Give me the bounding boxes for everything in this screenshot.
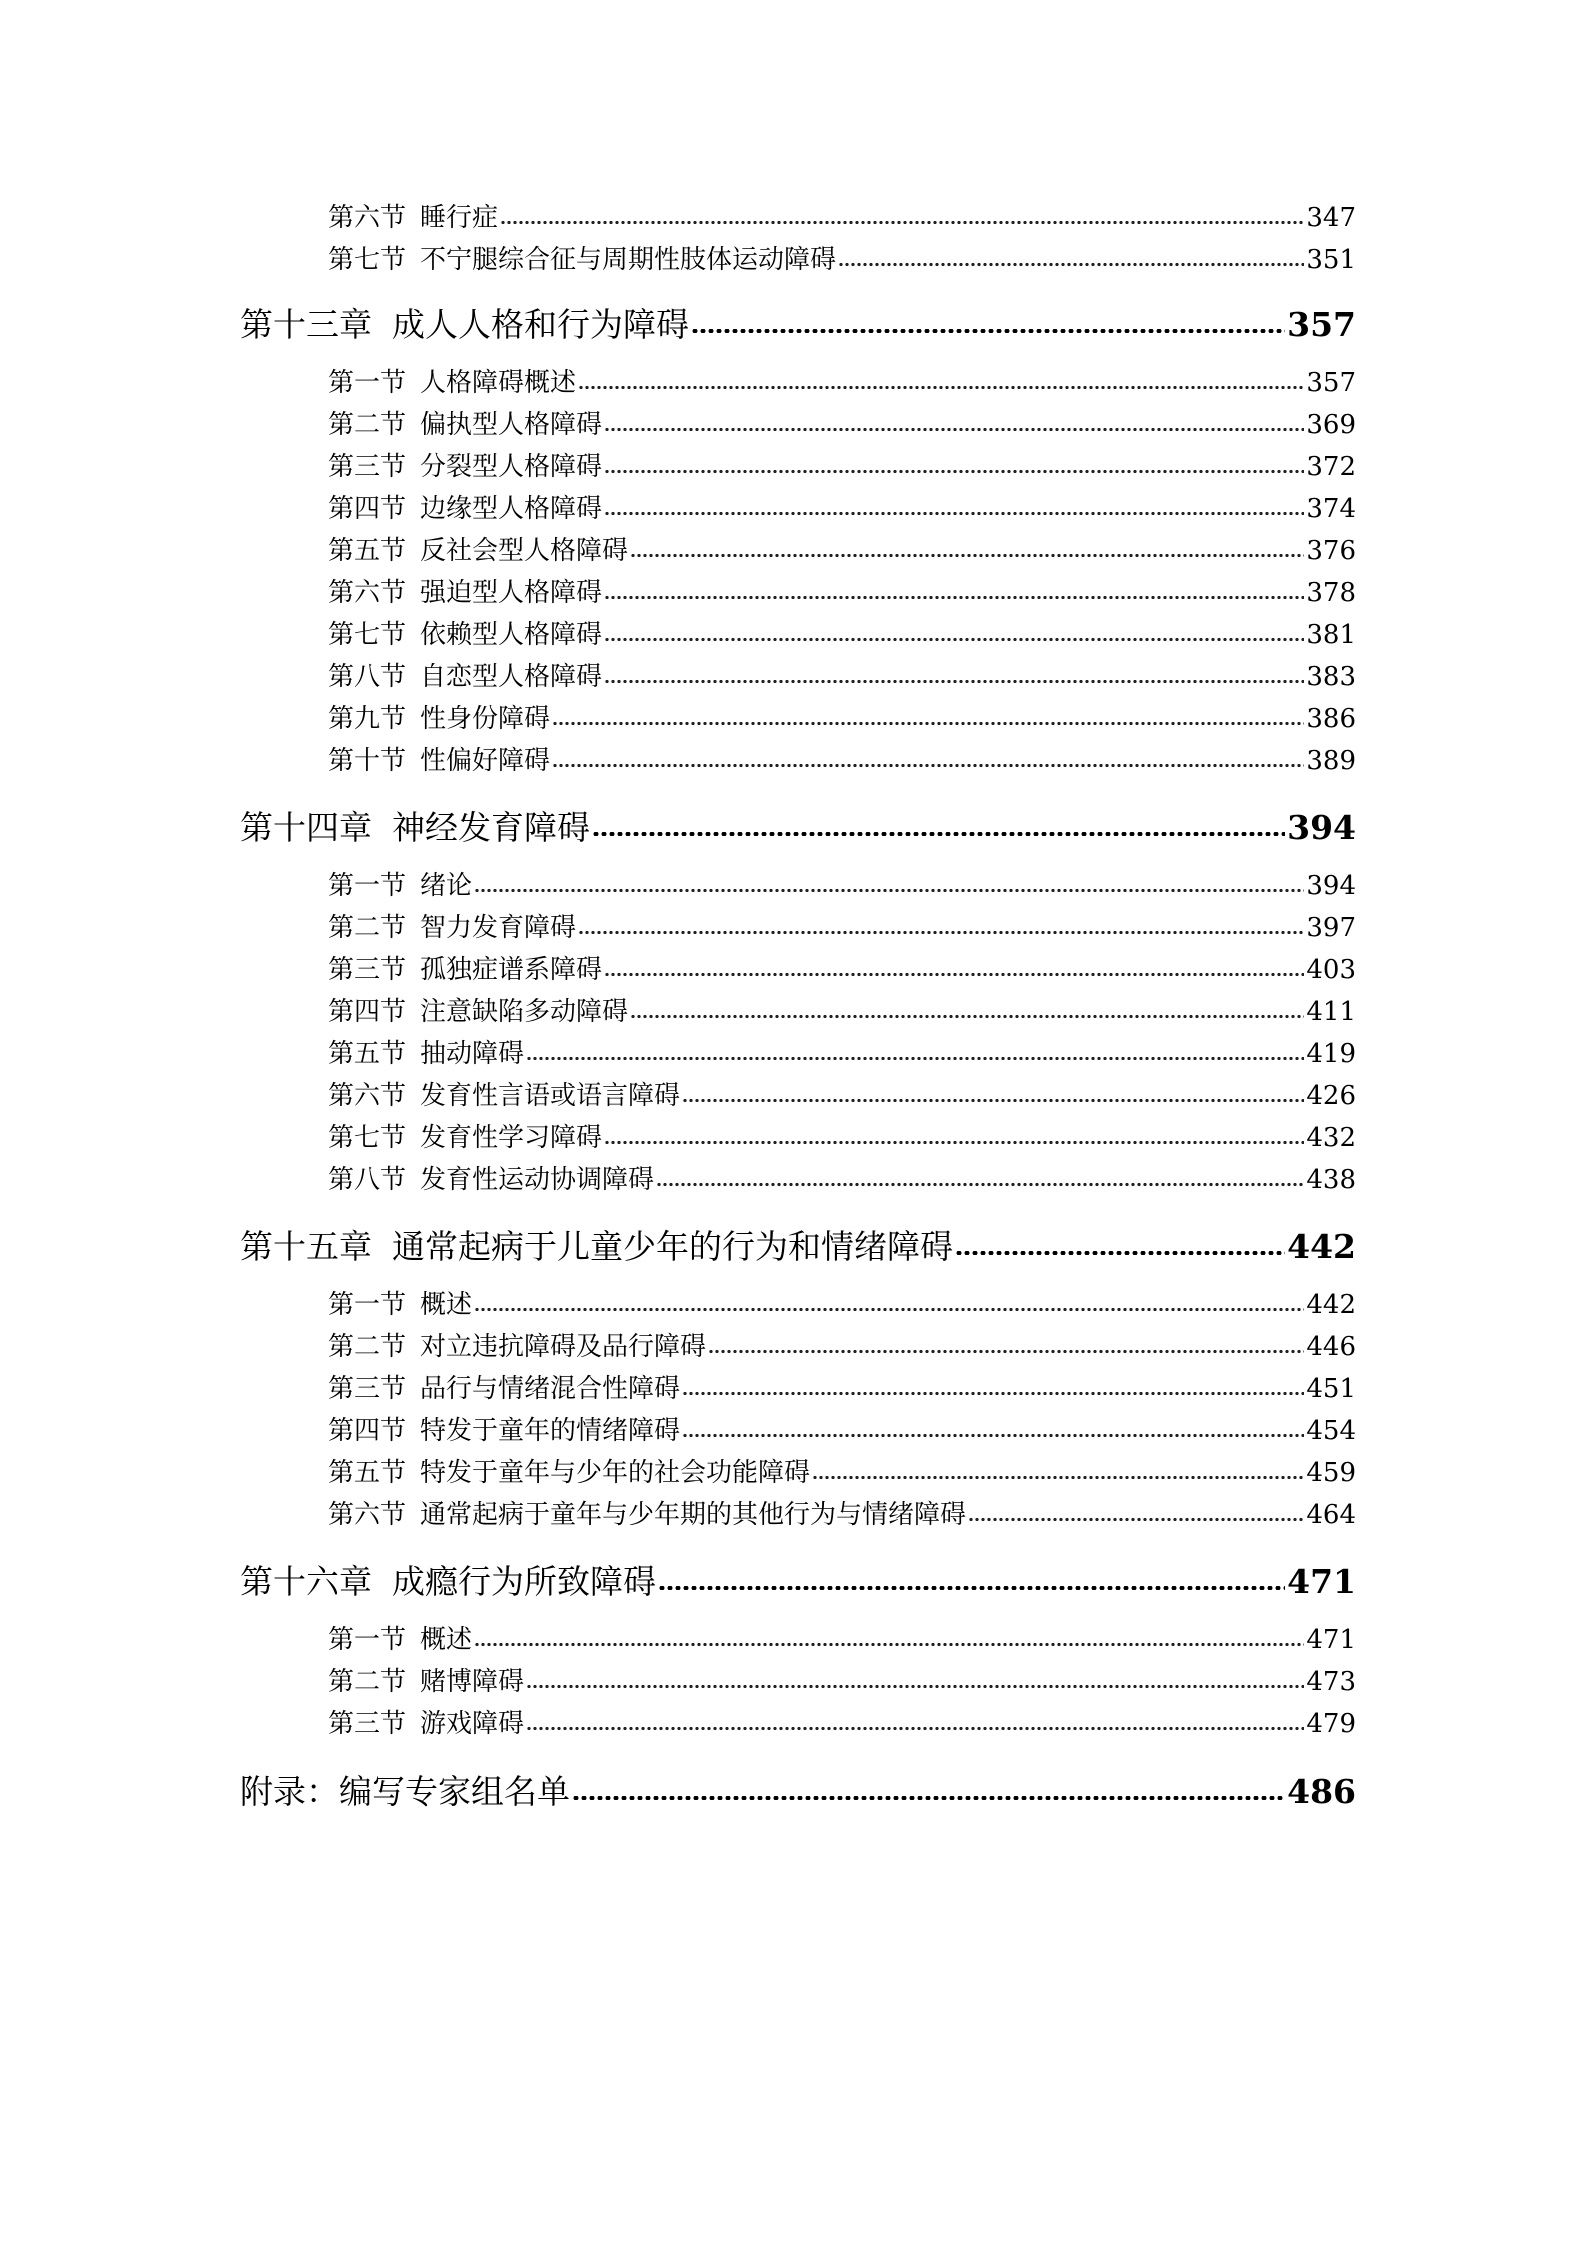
toc-section-entry xyxy=(328,1664,1356,1700)
toc-dot-leader xyxy=(474,868,1304,894)
toc-entry-number: 第四节 xyxy=(328,997,407,1027)
toc-entry-page-number: 419 xyxy=(1306,1039,1356,1069)
toc-dot-leader xyxy=(474,1622,1304,1648)
toc-entry-page-number: 486 xyxy=(1287,1772,1356,1811)
toc-entry-page-number: 378 xyxy=(1306,578,1356,608)
toc-entry-page-number: 347 xyxy=(1306,203,1356,233)
toc-entry-page-number: 386 xyxy=(1306,704,1356,734)
toc-section-entry xyxy=(328,449,1356,485)
toc-section-entry xyxy=(328,1287,1356,1323)
toc-entry-number: 第七节 xyxy=(328,245,407,275)
toc-dot-leader xyxy=(682,1371,1304,1397)
toc-section-entry xyxy=(328,952,1356,988)
toc-section-entry xyxy=(328,1371,1356,1407)
toc-section-entry xyxy=(328,1706,1356,1742)
toc-section-entry xyxy=(328,407,1356,443)
toc-entry-page-number: 394 xyxy=(1287,808,1356,847)
toc-entry-title: 游戏障碍 xyxy=(420,1709,525,1739)
toc-section-entry xyxy=(328,868,1356,904)
toc-entry-number: 第六节 xyxy=(328,203,407,233)
toc-entry-number: 第三节 xyxy=(328,452,407,482)
toc-chapter-entry xyxy=(240,1769,1356,1815)
toc-section-entry xyxy=(328,491,1356,527)
toc-section-entry xyxy=(328,1120,1356,1156)
toc-entry-page-number: 397 xyxy=(1306,913,1356,943)
toc-entry-number: 附录：编写专家组名单 xyxy=(240,1772,570,1811)
toc-entry-page-number: 357 xyxy=(1287,305,1356,344)
toc-dot-leader xyxy=(526,1664,1304,1690)
toc-entry-number: 第十三章 xyxy=(240,305,372,344)
toc-entry-title: 成人人格和行为障碍 xyxy=(392,305,689,344)
toc-section-entry xyxy=(328,1329,1356,1365)
toc-section-entry xyxy=(328,701,1356,737)
toc-dot-leader xyxy=(526,1706,1304,1732)
toc-entry-number: 第二节 xyxy=(328,913,407,943)
toc-section-entry xyxy=(328,1036,1356,1072)
toc-entry-page-number: 372 xyxy=(1306,452,1356,482)
toc-entry-page-number: 376 xyxy=(1306,536,1356,566)
toc-dot-leader xyxy=(604,407,1304,433)
toc-entry-page-number: 426 xyxy=(1306,1081,1356,1111)
toc-entry-number: 第三节 xyxy=(328,955,407,985)
toc-entry-title: 神经发育障碍 xyxy=(392,808,590,847)
toc-entry-title: 强迫型人格障碍 xyxy=(420,578,603,608)
toc-entry-title: 特发于童年与少年的社会功能障碍 xyxy=(420,1458,811,1488)
toc-chapter-entry xyxy=(240,805,1356,851)
toc-entry-title: 特发于童年的情绪障碍 xyxy=(420,1416,681,1446)
toc-dot-leader xyxy=(658,1560,1285,1593)
toc-dot-leader xyxy=(552,701,1304,727)
toc-dot-leader xyxy=(604,575,1304,601)
toc-dot-leader xyxy=(578,365,1304,391)
toc-dot-leader xyxy=(604,659,1304,685)
toc-entry-page-number: 479 xyxy=(1306,1709,1356,1739)
toc-entry-title: 发育性言语或语言障碍 xyxy=(420,1081,681,1111)
toc-entry-number: 第一节 xyxy=(328,1290,407,1320)
toc-dot-leader xyxy=(691,303,1285,336)
toc-entry-page-number: 432 xyxy=(1306,1123,1356,1153)
toc-section-entry xyxy=(328,1455,1356,1491)
toc-entry-title: 智力发育障碍 xyxy=(420,913,577,943)
toc-dot-leader xyxy=(500,200,1304,226)
toc-dot-leader xyxy=(592,806,1285,839)
toc-section-entry xyxy=(328,200,1356,236)
toc-entry-page-number: 374 xyxy=(1306,494,1356,524)
toc-entry-title: 抽动障碍 xyxy=(420,1039,525,1069)
toc-dot-leader xyxy=(682,1078,1304,1104)
toc-dot-leader xyxy=(630,994,1304,1020)
toc-entry-page-number: 442 xyxy=(1306,1290,1356,1320)
toc-entry-number: 第五节 xyxy=(328,1039,407,1069)
toc-entry-title: 偏执型人格障碍 xyxy=(420,410,603,440)
toc-section-entry xyxy=(328,1413,1356,1449)
toc-entry-number: 第十六章 xyxy=(240,1562,372,1601)
toc-section-entry xyxy=(328,575,1356,611)
toc-entry-number: 第七节 xyxy=(328,620,407,650)
toc-entry-page-number: 442 xyxy=(1287,1227,1356,1266)
toc-entry-title: 孤独症谱系障碍 xyxy=(420,955,603,985)
toc-section-entry xyxy=(328,1622,1356,1658)
toc-dot-leader xyxy=(604,617,1304,643)
toc-entry-title: 发育性学习障碍 xyxy=(420,1123,603,1153)
toc-entry-title: 自恋型人格障碍 xyxy=(420,662,603,692)
toc-dot-leader xyxy=(604,491,1304,517)
toc-entry-page-number: 394 xyxy=(1306,871,1356,901)
toc-entry-page-number: 381 xyxy=(1306,620,1356,650)
toc-dot-leader xyxy=(604,952,1304,978)
toc-entry-number: 第十四章 xyxy=(240,808,372,847)
toc-entry-title: 通常起病于儿童少年的行为和情绪障碍 xyxy=(392,1227,953,1266)
toc-entry-number: 第十五章 xyxy=(240,1227,372,1266)
toc-entry-title: 分裂型人格障碍 xyxy=(420,452,603,482)
toc-entry-number: 第六节 xyxy=(328,1500,407,1530)
toc-dot-leader xyxy=(708,1329,1304,1355)
toc-entry-title: 绪论 xyxy=(420,871,473,901)
toc-entry-number: 第六节 xyxy=(328,578,407,608)
toc-section-entry xyxy=(328,533,1356,569)
toc-entry-page-number: 383 xyxy=(1306,662,1356,692)
toc-entry-title: 性偏好障碍 xyxy=(420,746,551,776)
toc-entry-page-number: 471 xyxy=(1306,1625,1356,1655)
toc-section-entry xyxy=(328,659,1356,695)
toc-entry-number: 第六节 xyxy=(328,1081,407,1111)
toc-entry-title: 依赖型人格障碍 xyxy=(420,620,603,650)
toc-entry-title: 性身份障碍 xyxy=(420,704,551,734)
toc-dot-leader xyxy=(630,533,1304,559)
toc-section-entry xyxy=(328,617,1356,653)
toc-entry-page-number: 351 xyxy=(1306,245,1356,275)
toc-entry-page-number: 464 xyxy=(1306,1500,1356,1530)
toc-entry-number: 第四节 xyxy=(328,1416,407,1446)
toc-entry-title: 人格障碍概述 xyxy=(420,368,577,398)
toc-entry-page-number: 411 xyxy=(1306,997,1356,1027)
toc-entry-number: 第九节 xyxy=(328,704,407,734)
toc-entry-page-number: 451 xyxy=(1306,1374,1356,1404)
toc-entry-page-number: 473 xyxy=(1306,1667,1356,1697)
toc-dot-leader xyxy=(474,1287,1304,1313)
toc-entry-number: 第二节 xyxy=(328,1332,407,1362)
toc-chapter-entry xyxy=(240,1224,1356,1270)
toc-entry-title: 概述 xyxy=(420,1625,473,1655)
toc-entry-number: 第一节 xyxy=(328,871,407,901)
toc-entry-number: 第一节 xyxy=(328,1625,407,1655)
toc-section-entry xyxy=(328,1497,1356,1533)
toc-entry-page-number: 471 xyxy=(1287,1562,1356,1601)
toc-dot-leader xyxy=(812,1455,1304,1481)
toc-entry-page-number: 389 xyxy=(1306,746,1356,776)
toc-section-entry xyxy=(328,1078,1356,1114)
toc-entry-number: 第五节 xyxy=(328,1458,407,1488)
toc-entry-number: 第七节 xyxy=(328,1123,407,1153)
toc-entry-page-number: 357 xyxy=(1306,368,1356,398)
toc-dot-leader xyxy=(955,1225,1285,1258)
toc-dot-leader xyxy=(604,1120,1304,1146)
toc-dot-leader xyxy=(656,1162,1304,1188)
toc-dot-leader xyxy=(552,743,1304,769)
toc-chapter-entry xyxy=(240,302,1356,348)
toc-entry-number: 第一节 xyxy=(328,368,407,398)
toc-entry-number: 第八节 xyxy=(328,662,407,692)
toc-entry-title: 对立违抗障碍及品行障碍 xyxy=(420,1332,707,1362)
toc-section-entry xyxy=(328,910,1356,946)
toc-section-entry xyxy=(328,1162,1356,1198)
toc-entry-title: 注意缺陷多动障碍 xyxy=(420,997,629,1027)
toc-entry-title: 概述 xyxy=(420,1290,473,1320)
toc-dot-leader xyxy=(526,1036,1304,1062)
toc-dot-leader xyxy=(578,910,1304,936)
toc-dot-leader xyxy=(968,1497,1304,1523)
toc-dot-leader xyxy=(604,449,1304,475)
toc-dot-leader xyxy=(572,1770,1285,1803)
toc-entry-title: 赌博障碍 xyxy=(420,1667,525,1697)
toc-section-entry xyxy=(328,365,1356,401)
toc-entry-title: 睡行症 xyxy=(420,203,499,233)
toc-entry-page-number: 438 xyxy=(1306,1165,1356,1195)
toc-section-entry xyxy=(328,994,1356,1030)
toc-entry-title: 成瘾行为所致障碍 xyxy=(392,1562,656,1601)
toc-entry-number: 第三节 xyxy=(328,1374,407,1404)
toc-entry-number: 第四节 xyxy=(328,494,407,524)
toc-section-entry xyxy=(328,242,1356,278)
toc-entry-number: 第五节 xyxy=(328,536,407,566)
toc-entry-page-number: 403 xyxy=(1306,955,1356,985)
toc-entry-page-number: 369 xyxy=(1306,410,1356,440)
toc-entry-number: 第二节 xyxy=(328,410,407,440)
toc-entry-title: 边缘型人格障碍 xyxy=(420,494,603,524)
toc-entry-number: 第十节 xyxy=(328,746,407,776)
toc-chapter-entry xyxy=(240,1559,1356,1605)
toc-entry-title: 反社会型人格障碍 xyxy=(420,536,629,566)
toc-section-entry xyxy=(328,743,1356,779)
toc-dot-leader xyxy=(682,1413,1304,1439)
toc-entry-title: 品行与情绪混合性障碍 xyxy=(420,1374,681,1404)
toc-entry-number: 第三节 xyxy=(328,1709,407,1739)
toc-entry-page-number: 454 xyxy=(1306,1416,1356,1446)
toc-entry-title: 通常起病于童年与少年期的其他行为与情绪障碍 xyxy=(420,1500,967,1530)
toc-entry-number: 第二节 xyxy=(328,1667,407,1697)
toc-entry-title: 发育性运动协调障碍 xyxy=(420,1165,655,1195)
toc-dot-leader xyxy=(838,242,1304,268)
toc-entry-page-number: 459 xyxy=(1306,1458,1356,1488)
toc-entry-number: 第八节 xyxy=(328,1165,407,1195)
toc-entry-page-number: 446 xyxy=(1306,1332,1356,1362)
toc-entry-title: 不宁腿综合征与周期性肢体运动障碍 xyxy=(420,245,837,275)
